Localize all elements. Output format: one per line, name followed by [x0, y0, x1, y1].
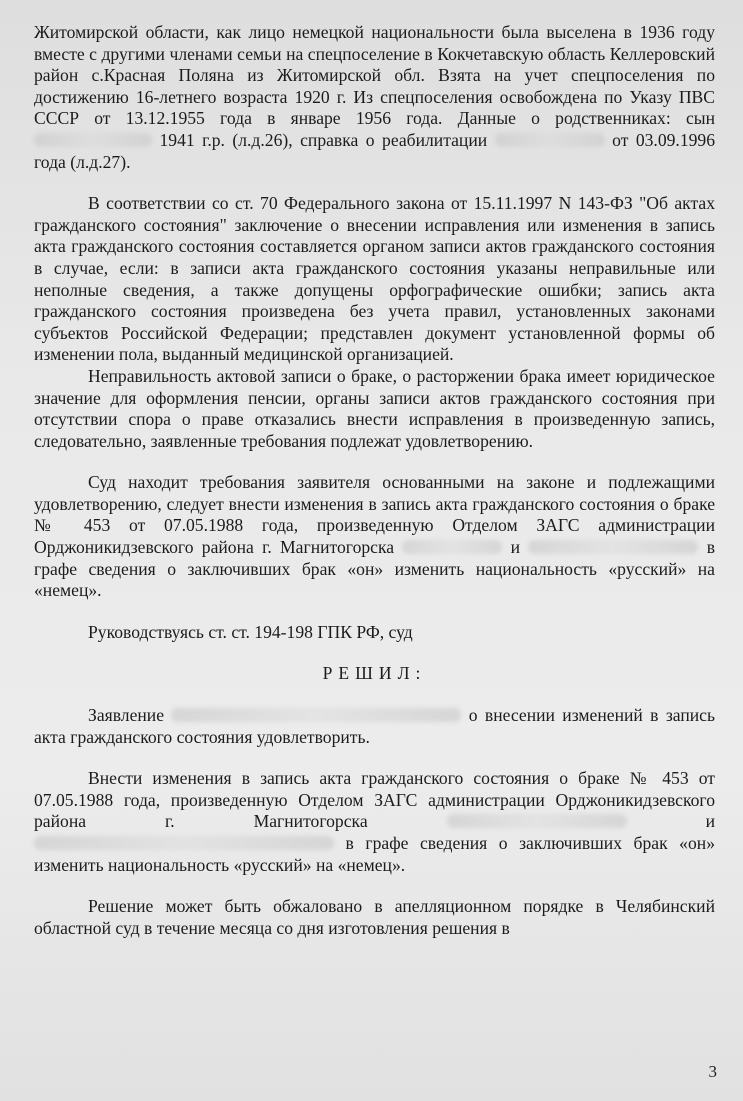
- redacted-name: [528, 540, 698, 554]
- paragraph-court-finding: Суд находит требования заявителя основанными на законе и подлежащими удовлетворению, следует внести изменения в запись акта гражданского состояния о браке № 453 от 07.05.1988 года, произведенную Отделом ЗАГС администрации Орджоникидзевского района г. Магнитогорска и в графе сведения о заключивших брак «он» изменить национальность «русский» на «немец».: [34, 472, 715, 601]
- page-number: 3: [708, 1062, 717, 1082]
- paragraph-deportation-history: Житомирской области, как лицо немецкой национальности была выселена в 1936 году вместе с другими членами семьи на спецпоселение в Кокчетавскую область Келлеровский район с.Красная Поляна из Житомирской обл. Взята на учет спецпоселения по достижению 16-летнего возраста 1920 г. Из спецпоселения освобождена по Указу ПВС СССР от 13.12.1955 года в январе 1956 года. Данные о родственниках: сын 1941 г.р. (л.д.26), справка о реабилитации от 03.09.1996 года (л.д.27).: [34, 22, 716, 172]
- paragraph-appeal: Решение может быть обжаловано в апелляционном порядке в Челябинский областной суд в течение месяца со дня изготовления решения в: [34, 896, 715, 938]
- redacted-name: [495, 133, 605, 147]
- redacted-name: [402, 540, 502, 554]
- decision-heading: РЕШИЛ:: [322, 663, 427, 684]
- paragraph-legal-basis: В соответствии со ст. 70 Федерального закона от 15.11.1997 N 143-ФЗ "Об актах гражданского состояния" заключение о внесении исправления или изменения в запись акта гражданского состояния составляется органом записи актов гражданского состояния в случае, если: в записи акта гражданского состояния указаны неправильные или неполные сведения, а также допущены орфографические ошибки; запись акта гражданского состояния произведена без учета правил, установленных законами субъектов Российской Федерации; представлен документ установленной формы об изменении пола, выданный медицинской организацией.: [34, 193, 715, 365]
- paragraph-amend-record: Внести изменения в запись акта гражданского состояния о браке № 453 от 07.05.1988 года, произведенную Отделом ЗАГС администрации Орджоникидзевского района г. Магнитогорска и в графе сведения о заключивших брак «он» изменить национальность «русский» на «немец».: [34, 768, 715, 875]
- redacted-name: [171, 708, 461, 722]
- paragraph-guided-by: Руководствуясь ст. ст. 194-198 ГПК РФ, суд: [88, 621, 413, 642]
- paragraph-application-granted: Заявление о внесении изменений в запись акта гражданского состояния удовлетворить.: [34, 705, 716, 747]
- paragraph-incorrect-record: Неправильность актовой записи о браке, о расторжении брака имеет юридическое значение для оформления пенсии, органы записи актов гражданского состояния при отсутствии спора о праве отказались внести исправления в произведенную запись, следовательно, заявленные требования подлежат удовлетворению.: [34, 365, 715, 451]
- redacted-name: [34, 133, 152, 147]
- redacted-name: [447, 814, 627, 828]
- redacted-name: [34, 836, 334, 850]
